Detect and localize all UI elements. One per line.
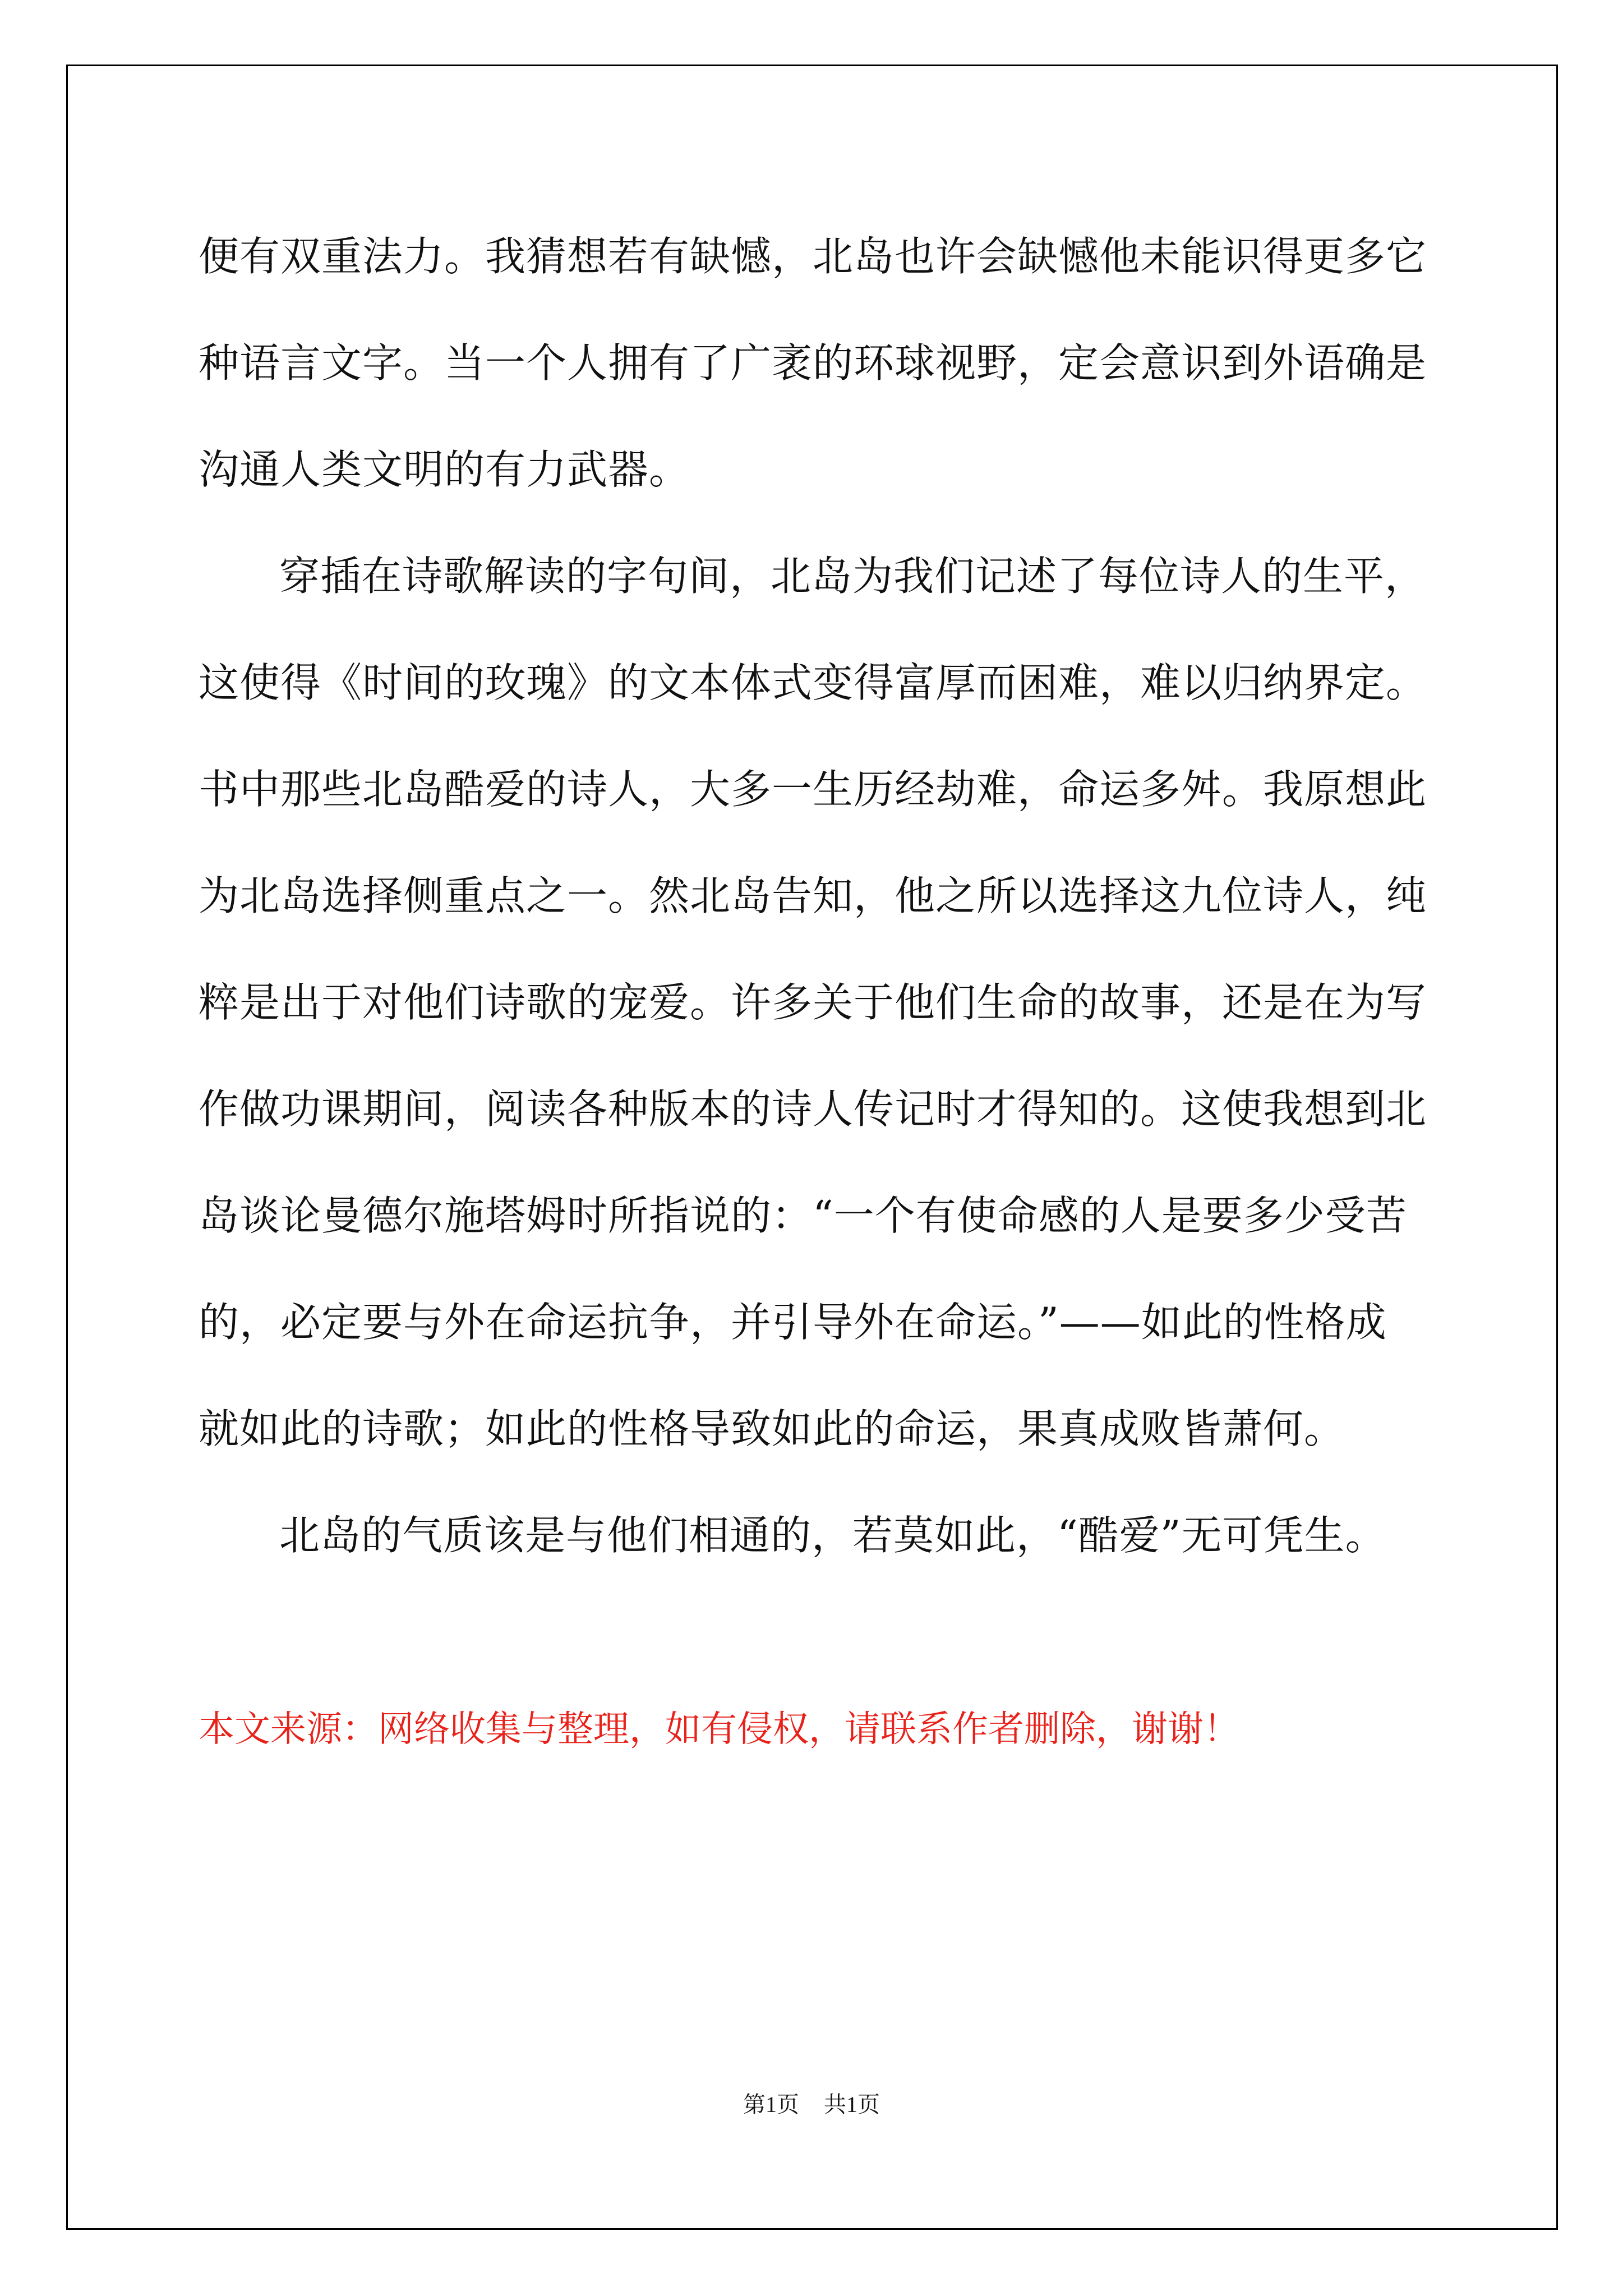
- text-line: 北岛的气质该是与他们相通的，若莫如此，“酷爱”无可凭生。: [279, 1512, 1386, 1559]
- text-line: 的，必定要与外在命运抗争，并引导外在命运。”——如此的性格成: [199, 1299, 1387, 1346]
- text-line: 沟通人类文明的有力武器。: [199, 446, 690, 493]
- page-footer: [0, 2088, 1623, 2122]
- text-line: 便有双重法力。我猜想若有缺憾，北岛也许会缺憾他未能识得更多它: [199, 233, 1427, 280]
- text-line: 这使得《时间的玫瑰》的文本体式变得富厚而困难，难以归纳界定。: [199, 659, 1427, 706]
- source-note: 本文来源：网络收集与整理，如有侵权，请联系作者删除，谢谢！: [199, 1709, 1239, 1750]
- text-line: 书中那些北岛酷爱的诗人，大多一生历经劫难，命运多舛。我原想此: [199, 766, 1427, 813]
- text-line: 为北岛选择侧重点之一。然北岛告知，他之所以选择这九位诗人，纯: [199, 872, 1427, 919]
- text-line: 粹是出于对他们诗歌的宠爱。许多关于他们生命的故事，还是在为写: [199, 979, 1427, 1026]
- text-line: 作做功课期间，阅读各种版本的诗人传记时才得知的。这使我想到北: [199, 1085, 1427, 1133]
- page-number-total: 共1页: [824, 2092, 880, 2117]
- text-line: 就如此的诗歌；如此的性格导致如此的命运，果真成败皆萧何。: [199, 1405, 1345, 1452]
- text-line: 岛谈论曼德尔施塔姆时所指说的：“一个有使命感的人是要多少受苦: [199, 1192, 1407, 1239]
- document-body: [199, 203, 1432, 1589]
- page-number-current: 第1页: [743, 2092, 799, 2117]
- text-line: 种语言文字。当一个人拥有了广袤的环球视野，定会意识到外语确是: [199, 339, 1427, 386]
- text-line: 穿插在诗歌解读的字句间，北岛为我们记述了每位诗人的生平，: [279, 553, 1426, 600]
